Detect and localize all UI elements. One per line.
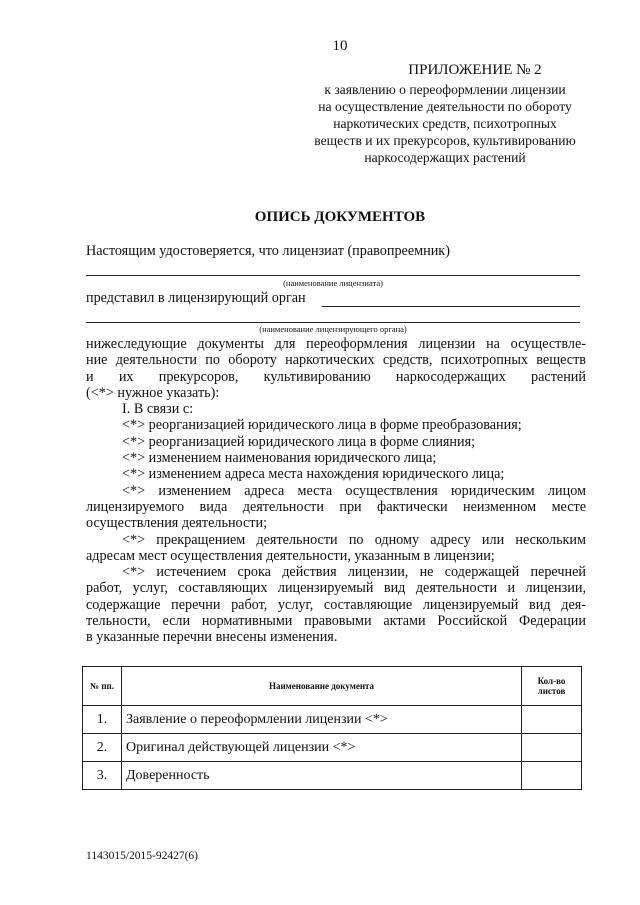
appendix-subtitle-line: к заявлению о переоформлении лицензии: [324, 82, 566, 97]
page-number: 10: [332, 38, 348, 54]
body-line: содержащие перечни работ, услуг, составляющие лицензируемый вид дея-: [86, 596, 586, 613]
document-body: [86, 336, 586, 646]
row-sheet-count[interactable]: [522, 706, 582, 734]
row-document-name: Заявление о переоформлении лицензии <*>: [122, 706, 522, 734]
appendix-subtitle-line: веществ и их прекурсоров, культивированию: [314, 133, 576, 148]
reason-item: <*> изменением адреса места нахождения юридического лица;: [122, 466, 505, 483]
table-header-row: [83, 667, 582, 706]
licensee-caption: (наименование лицензиата): [283, 278, 383, 288]
table-row: [83, 734, 582, 762]
appendix-subtitle-line: на осуществление деятельности по обороту: [318, 99, 572, 114]
authority-name-line[interactable]: [86, 322, 580, 323]
row-document-name: Оригинал действующей лицензии <*>: [122, 734, 522, 762]
licensee-name-line[interactable]: [86, 275, 580, 276]
reason-item: <*> реорганизацией юридического лица в форме преобразования;: [122, 417, 522, 434]
row-number: 2.: [83, 734, 122, 762]
body-line: лицензируемого вида деятельности при фактически неизменном месте: [86, 498, 586, 515]
body-line: тельности, если нормативными правовыми актами Российской Федерации: [86, 613, 586, 630]
row-number: 3.: [83, 762, 122, 790]
body-line: нижеследующие документы для переоформления лицензии на осуществле-: [86, 336, 586, 352]
reason-item: <*> реорганизацией юридического лица в форме слияния;: [122, 433, 476, 450]
body-line: <*> прекращением деятельности по одному адресу или нескольким: [122, 531, 586, 548]
header-document-name: Наименование документа: [122, 667, 522, 706]
appendix-subtitle-line: наркосодержащих растений: [364, 150, 526, 165]
row-sheet-count[interactable]: [522, 762, 582, 790]
row-document-name: Доверенность: [122, 762, 522, 790]
footer-code: 1143015/2015-92427(6): [86, 850, 199, 862]
header-number: № пп.: [83, 667, 122, 706]
document-title: ОПИСЬ ДОКУМЕНТОВ: [254, 209, 426, 225]
body-line: осуществления деятельности;: [86, 515, 268, 532]
body-line: и их прекурсоров, культивированию наркосодержащих растений: [86, 368, 586, 385]
header-sheet-count: Кол-во листов: [522, 667, 582, 706]
body-line: работ, услуг, составляющих лицензируемый вид деятельности и лицензии,: [86, 580, 586, 597]
authority-inline-line[interactable]: [322, 306, 580, 307]
body-line: ние деятельности по обороту наркотических средств, психотропных веществ: [86, 352, 586, 369]
body-line: (<*> нужное указать):: [86, 384, 220, 401]
appendix-subtitle-line: наркотических средств, психотропных: [333, 116, 557, 131]
reason-item: <*> изменением наименования юридического лица;: [122, 450, 437, 467]
certify-line: Настоящим удостоверяется, что лицензиат (правопреемник): [86, 243, 450, 259]
body-line: <*> изменением адреса места осуществления юридическим лицом: [122, 482, 586, 499]
table-row: [83, 762, 582, 790]
row-sheet-count[interactable]: [522, 734, 582, 762]
body-line: в указанные перечни внесены изменения.: [86, 629, 338, 646]
table-row: [83, 706, 582, 734]
body-line: <*> истечением срока действия лицензии, не содержащей перечней: [122, 564, 586, 581]
row-number: 1.: [83, 706, 122, 734]
documents-table: [82, 666, 582, 790]
section-heading: I. В связи с:: [122, 401, 194, 418]
submitted-line: представил в лицензирующий орган: [86, 290, 306, 306]
appendix-title: ПРИЛОЖЕНИЕ № 2: [408, 62, 542, 78]
authority-caption: (наименование лицензирующего органа): [259, 324, 407, 334]
appendix-subtitle: [285, 81, 605, 166]
body-line: адресам мест осуществления деятельности, указанным в лицензии;: [86, 547, 495, 564]
